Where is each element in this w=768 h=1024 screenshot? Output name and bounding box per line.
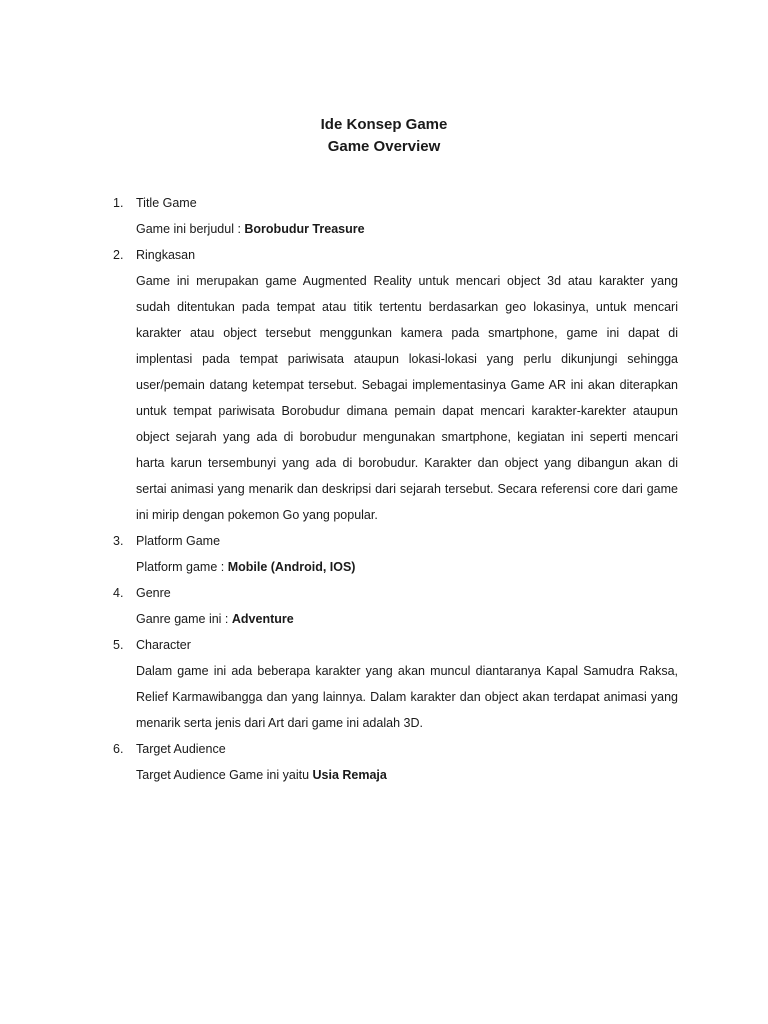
paragraph-line: Dalam game ini ada beberapa karakter yang akan muncul diantaranya Kapal Samudra Raksa, [136, 664, 678, 678]
list-number: 3. [113, 534, 124, 548]
paragraph-line: sudah ditentukan pada tempat atau titik tertentu berdasarkan geo lokasinya, untuk mencari [136, 300, 678, 314]
list-number: 6. [113, 742, 124, 756]
section-body [136, 216, 678, 242]
body-text: Game ini berjudul : [136, 222, 245, 236]
paragraph-line: implentasi pada tempat pariwisata ataupun lokasi-lokasi yang perlu dikunjungi sehingga [136, 352, 678, 366]
section-genre [113, 580, 678, 632]
section-ringkasan [113, 242, 678, 528]
list-number: 2. [113, 248, 124, 262]
body-text: Target Audience Game ini yaitu [136, 768, 313, 782]
paragraph-line: ini mirip dengan pokemon Go yang popular. [136, 508, 378, 522]
body-text: Platform game : [136, 560, 228, 574]
body-text: Ganre game ini : [136, 612, 232, 626]
paragraph-line: karakter atau object tersebut menggunkan kamera pada smartphone, game ini dapat di [136, 326, 678, 340]
section-heading: Genre [136, 586, 171, 600]
list-number: 4. [113, 586, 124, 600]
paragraph-line: harta karun tersembunyi yang ada di borobudur. Karakter dan object yang dibangun akan di [136, 456, 678, 470]
section-title-game [113, 190, 678, 242]
paragraph-line: menarik serta jenis dari Art dari game ini adalah 3D. [136, 716, 423, 730]
body-bold-value: Usia Remaja [312, 768, 387, 782]
section-character [113, 632, 678, 736]
section-platform-game [113, 528, 678, 580]
section-target-audience [113, 736, 678, 788]
paragraph-line: user/pemain datang ketempat tersebut. Sebagai implementasinya Game AR ini akan diterapkan [136, 378, 678, 392]
paragraph-line: object sejarah yang ada di borobudur mengunakan smartphone, kegiatan ini seperti mencari [136, 430, 678, 444]
title-block [0, 114, 768, 158]
paragraph-line: Game ini merupakan game Augmented Reality untuk mencari object 3d atau karakter yang [136, 274, 678, 288]
section-body [136, 606, 678, 632]
document-subtitle: Game Overview [327, 138, 441, 155]
list-number: 5. [113, 638, 124, 652]
paragraph-line: untuk tempat pariwisata Borobudur dimana pemain dapat mencari karakter-karekter ataupun [136, 404, 678, 418]
paragraph-line: sertai animasi yang menarik dan deskripsi dari sejarah tersebut. Secara referensi core dari game [136, 482, 678, 496]
section-paragraph [136, 658, 678, 736]
section-heading: Target Audience [136, 742, 226, 756]
section-body [136, 762, 678, 788]
list-number: 1. [113, 196, 124, 210]
section-paragraph [136, 268, 678, 528]
section-heading: Ringkasan [136, 248, 196, 262]
section-heading: Platform Game [136, 534, 221, 548]
body-bold-value: Mobile (Android, IOS) [227, 560, 356, 574]
body-bold-value: Adventure [231, 612, 294, 626]
section-heading: Character [136, 638, 191, 652]
section-body [136, 554, 678, 580]
numbered-list [113, 190, 678, 788]
paragraph-line: Relief Karmawibangga dan yang lainnya. Dalam karakter dan object akan terdapat animasi yang [136, 690, 678, 704]
document-title: Ide Konsep Game [320, 116, 448, 133]
body-bold-value: Borobudur Treasure [244, 222, 365, 236]
section-heading: Title Game [136, 196, 197, 210]
